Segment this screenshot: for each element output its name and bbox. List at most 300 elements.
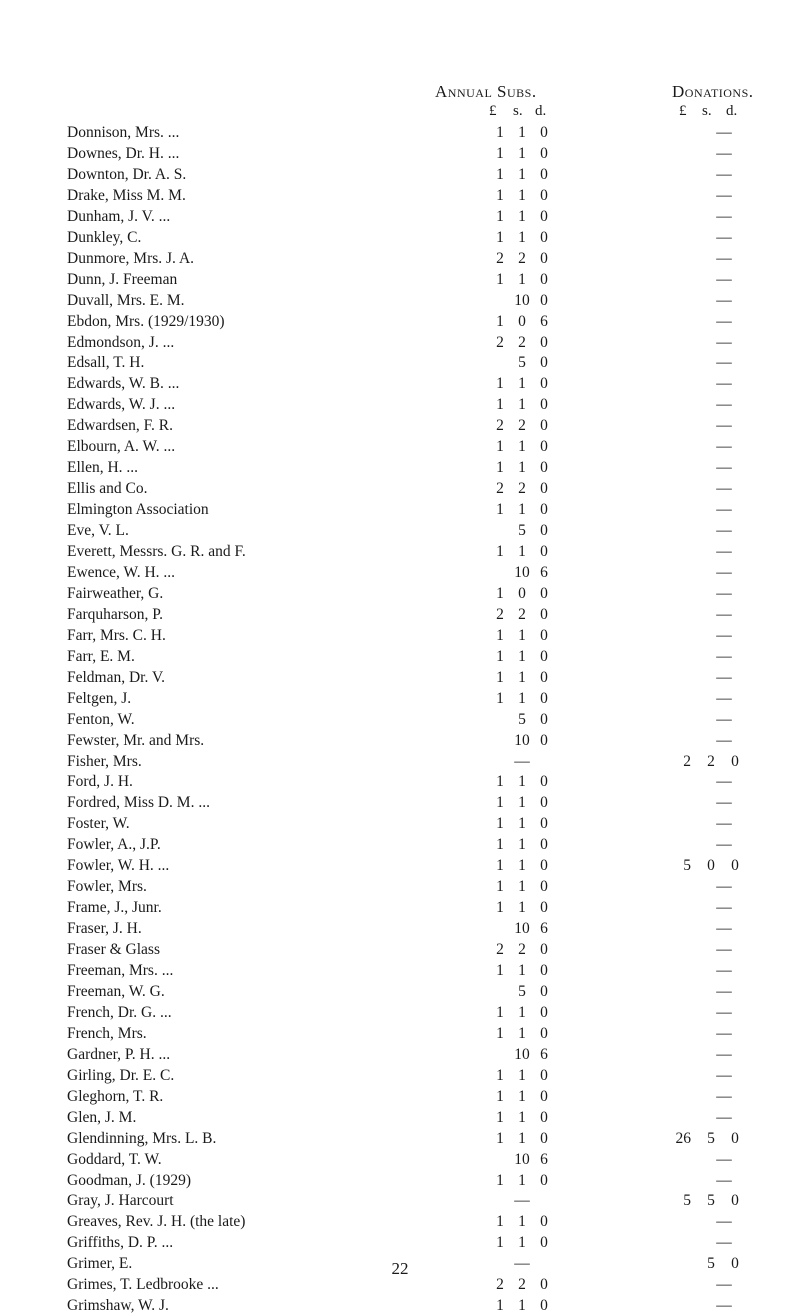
annual-pounds: 2 [496,480,504,498]
entry-name: Glendinning, Mrs. L. B. [67,1129,217,1147]
annual-pounds: 2 [496,941,504,959]
entry-name: Farquharson, P. [67,605,164,623]
page-number: 22 [391,1259,409,1278]
annual-shillings: 2 [518,605,526,623]
annual-pounds: 1 [496,124,504,141]
donation-dash: — [716,626,732,644]
table-row [0,373,800,394]
annual-pence: 6 [540,1150,548,1168]
annual-pence: 0 [540,794,548,812]
annual-shillings: 10 [514,1045,530,1063]
entry-name: Fraser, J. H. [67,920,142,938]
annual-pounds: 1 [496,794,504,812]
annual-shillings: 1 [518,165,526,183]
annual-shillings: 2 [518,1276,526,1294]
donation-dash: — [716,794,732,812]
donation-dash: — [716,668,732,686]
annual-pounds: 1 [496,668,504,686]
table-row [0,709,800,730]
annual-pounds: 1 [496,375,504,393]
table-row [0,1065,800,1086]
annual-pence: 0 [540,1129,548,1147]
table-row [0,730,800,751]
donation-dash: — [716,899,732,917]
donation-pound-unit: £ [679,103,687,119]
donation-dash: — [716,438,732,456]
entry-name: Gray, J. Harcourt [67,1192,174,1210]
donation-pence: 0 [731,1255,739,1273]
annual-dash: — [514,1255,530,1273]
annual-shillings: 5 [518,354,526,372]
table-row [0,1232,800,1253]
donation-dash: — [716,773,732,791]
annual-shillings: 10 [514,291,530,309]
donation-dash: — [716,920,732,938]
annual-shillings: 1 [518,1024,526,1042]
annual-pence: 0 [540,647,548,665]
annual-pounds: 1 [496,1087,504,1105]
entry-name: Griffiths, D. P. ... [67,1234,174,1252]
annual-pence: 0 [540,354,548,372]
entry-name: Goodman, J. (1929) [67,1171,191,1189]
table-row [0,604,800,625]
donation-dash: — [716,815,732,833]
table-row [0,751,800,772]
annual-pounds: 1 [496,647,504,665]
annual-pence: 0 [540,459,548,477]
entry-name: Girling, Dr. E. C. [67,1066,175,1084]
donation-dash: — [716,1297,732,1315]
entry-name: French, Dr. G. ... [67,1003,172,1021]
annual-shilling-unit: s. [513,103,523,119]
annual-pence: 0 [540,522,548,540]
annual-pence: 0 [540,668,548,686]
annual-pence: 0 [540,857,548,875]
donation-dash: — [716,1003,732,1021]
annual-pence: 6 [540,563,548,581]
annual-shillings: 1 [518,1213,526,1231]
annual-pounds: 1 [496,878,504,896]
table-row [0,1002,800,1023]
table-row [0,185,800,206]
annual-shillings: 1 [518,270,526,288]
donation-pence-unit: d. [726,103,738,119]
entry-name: Fairweather, G. [67,584,164,602]
entry-name: Elbourn, A. W. ... [67,438,176,456]
entry-name: Eve, V. L. [67,522,129,540]
table-row [0,1086,800,1107]
donation-dash: — [716,1276,732,1294]
entry-name: Duvall, Mrs. E. M. [67,291,185,309]
table-row [0,457,800,478]
table-row [0,939,800,960]
annual-pence: 0 [540,1003,548,1021]
donation-dash: — [716,731,732,749]
annual-pounds: 1 [496,773,504,791]
annual-pence: 0 [540,375,548,393]
annual-pence: 0 [540,1087,548,1105]
annual-shillings: 2 [518,333,526,351]
annual-shillings: 1 [518,857,526,875]
donation-dash: — [716,375,732,393]
donation-shillings: 2 [707,752,715,770]
annual-shillings: 2 [518,941,526,959]
table-row [0,122,800,143]
table-row [0,541,800,562]
entry-name: Ford, J. H. [67,773,133,791]
table-row [0,143,800,164]
entry-name: Ebdon, Mrs. (1929/1930) [67,312,225,330]
entry-name: Downton, Dr. A. S. [67,165,187,183]
annual-shillings: 1 [518,375,526,393]
annual-pence: 0 [540,941,548,959]
annual-shillings: 1 [518,186,526,204]
annual-pound-unit: £ [489,103,497,119]
table-row [0,1023,800,1044]
annual-pence: 0 [540,417,548,435]
annual-pence: 0 [540,710,548,728]
table-row [0,960,800,981]
donation-dash: — [716,1108,732,1126]
table-row [0,1190,800,1211]
annual-shillings: 10 [514,1150,530,1168]
entry-name: French, Mrs. [67,1024,147,1042]
table-row [0,562,800,583]
annual-pounds: 1 [496,543,504,560]
annual-shillings: 1 [518,124,526,141]
entry-name: Everett, Messrs. G. R. and F. [67,543,246,560]
annual-pence: 0 [540,962,548,979]
table-row [0,499,800,520]
donation-dash: — [716,312,732,330]
annual-pounds: 1 [496,836,504,854]
donation-dash: — [716,689,732,707]
donation-dash: — [716,459,732,477]
entry-name: Gardner, P. H. ... [67,1045,171,1063]
donation-pounds: 26 [675,1129,691,1147]
entry-name: Freeman, W. G. [67,982,165,1000]
table-row [0,394,800,415]
annual-pence: 0 [540,501,548,519]
annual-pounds: 1 [496,815,504,833]
entry-name: Edmondson, J. ... [67,333,175,351]
annual-pence: 0 [540,626,548,644]
annual-shillings: 1 [518,815,526,833]
annual-shillings: 1 [518,1066,526,1084]
annual-pounds: 1 [496,584,504,602]
annual-shillings: 1 [518,396,526,414]
entry-name: Edwards, W. B. ... [67,375,180,393]
entry-name: Fowler, Mrs. [67,878,147,896]
table-row [0,1295,800,1316]
annual-shillings: 1 [518,1234,526,1252]
annual-pence: 0 [540,291,548,309]
annual-shillings: 0 [518,584,526,602]
donation-pounds: 2 [683,752,691,770]
donation-pounds: 5 [683,1192,691,1210]
donation-dash: — [716,878,732,896]
table-row [0,332,800,353]
annual-pence: 0 [540,396,548,414]
annual-shillings: 1 [518,878,526,896]
table-row [0,227,800,248]
annual-shillings: 2 [518,249,526,267]
annual-shillings: 1 [518,668,526,686]
donation-dash: — [716,962,732,979]
entry-name: Fewster, Mr. and Mrs. [67,731,205,749]
table-row [0,164,800,185]
annual-shillings: 1 [518,501,526,519]
table-row [0,206,800,227]
donation-dash: — [716,396,732,414]
donation-dash: — [716,1234,732,1252]
annual-pence: 0 [540,584,548,602]
table-row [0,834,800,855]
annual-pence: 0 [540,124,548,141]
annual-pounds: 1 [496,396,504,414]
annual-pounds: 1 [496,207,504,225]
annual-shillings: 1 [518,647,526,665]
donation-shillings: 5 [707,1192,715,1210]
annual-pounds: 1 [496,1024,504,1042]
annual-pence: 0 [540,815,548,833]
donation-pence: 0 [731,1129,739,1147]
donation-dash: — [716,1213,732,1231]
table-row [0,290,800,311]
donation-dash: — [716,165,732,183]
annual-pence: 0 [540,480,548,498]
annual-shillings: 1 [518,1087,526,1105]
annual-shillings: 1 [518,543,526,560]
donation-shilling-unit: s. [702,103,712,119]
entry-name: Greaves, Rev. J. H. (the late) [67,1213,246,1231]
annual-shillings: 5 [518,710,526,728]
annual-pence: 0 [540,836,548,854]
annual-pounds: 1 [496,270,504,288]
donation-dash: — [716,941,732,959]
annual-pounds: 2 [496,1276,504,1294]
table-row [0,897,800,918]
donation-dash: — [716,982,732,1000]
annual-shillings: 1 [518,1171,526,1189]
entry-name: Dunkley, C. [67,228,142,246]
donation-dash: — [716,584,732,602]
annual-shillings: 1 [518,899,526,917]
annual-shillings: 1 [518,459,526,477]
annual-pence: 0 [540,165,548,183]
annual-pence: 0 [540,773,548,791]
entry-name: Fowler, W. H. ... [67,857,170,875]
donation-dash: — [716,354,732,372]
annual-pence: 0 [540,731,548,749]
entry-name: Freeman, Mrs. ... [67,962,174,979]
donation-dash: — [716,144,732,162]
entry-name: Farr, E. M. [67,647,135,665]
annual-pence: 0 [540,982,548,1000]
annual-pence: 0 [540,543,548,560]
annual-shillings: 5 [518,982,526,1000]
entry-name: Downes, Dr. H. ... [67,144,180,162]
donation-dash: — [716,207,732,225]
table-row [0,478,800,499]
entry-name: Grimshaw, W. J. [67,1297,169,1315]
annual-pence: 0 [540,878,548,896]
annual-shillings: 1 [518,438,526,456]
annual-pence: 6 [540,312,548,330]
entry-name: Donnison, Mrs. ... [67,124,180,141]
donation-dash: — [716,1150,732,1168]
annual-pence: 0 [540,899,548,917]
entry-name: Drake, Miss M. M. [67,186,186,204]
annual-pounds: 1 [496,1066,504,1084]
annual-shillings: 1 [518,1108,526,1126]
donation-pence: 0 [731,752,739,770]
entry-name: Dunn, J. Freeman [67,270,178,288]
annual-pounds: 1 [496,438,504,456]
annual-pounds: 1 [496,689,504,707]
annual-pounds: 1 [496,1213,504,1231]
table-row [0,646,800,667]
annual-pounds: 1 [496,857,504,875]
entry-name: Edsall, T. H. [67,354,145,372]
entry-name: Grimes, T. Ledbrooke ... [67,1276,219,1294]
entry-name: Feltgen, J. [67,689,132,707]
donation-dash: — [716,522,732,540]
annual-dash: — [514,1192,530,1210]
annual-shillings: 1 [518,689,526,707]
annual-pence: 0 [540,207,548,225]
donation-dash: — [716,836,732,854]
annual-pounds: 1 [496,186,504,204]
annual-pounds: 1 [496,962,504,979]
annual-shillings: 1 [518,962,526,979]
table-row [0,855,800,876]
annual-pounds: 2 [496,417,504,435]
donation-shillings: 5 [707,1255,715,1273]
donation-dash: — [716,1066,732,1084]
annual-pence: 0 [540,1276,548,1294]
entry-name: Fowler, A., J.P. [67,836,161,854]
entry-name: Farr, Mrs. C. H. [67,626,166,644]
annual-pounds: 1 [496,1108,504,1126]
donation-dash: — [716,563,732,581]
annual-pounds: 1 [496,228,504,246]
entry-name: Frame, J., Junr. [67,899,162,917]
annual-shillings: 1 [518,626,526,644]
annual-shillings: 1 [518,1003,526,1021]
entry-name: Dunmore, Mrs. J. A. [67,249,195,267]
donation-dash: — [716,291,732,309]
table-row [0,1211,800,1232]
annual-pence: 0 [540,186,548,204]
entry-name: Edwardsen, F. R. [67,417,173,435]
table-row [0,415,800,436]
annual-shillings: 10 [514,563,530,581]
table-row [0,1149,800,1170]
table-row [0,311,800,332]
annual-pounds: 1 [496,165,504,183]
annual-shillings: 10 [514,920,530,938]
entry-name: Ewence, W. H. ... [67,563,176,581]
donation-dash: — [716,333,732,351]
donation-dash: — [716,417,732,435]
donation-shillings: 5 [707,1129,715,1147]
annual-pounds: 1 [496,1234,504,1252]
annual-subs-header: Annual Subs. [435,82,537,101]
table-row [0,771,800,792]
annual-pence: 0 [540,1171,548,1189]
annual-pence: 0 [540,1066,548,1084]
table-row [0,1128,800,1149]
entry-name: Fisher, Mrs. [67,752,142,770]
entry-name: Fordred, Miss D. M. ... [67,794,210,812]
entry-name: Goddard, T. W. [67,1150,162,1168]
entry-name: Ellis and Co. [67,480,148,498]
donation-dash: — [716,1045,732,1063]
annual-shillings: 1 [518,1297,526,1315]
table-row [0,625,800,646]
annual-pence: 0 [540,1297,548,1315]
entry-name: Ellen, H. ... [67,459,139,477]
annual-shillings: 1 [518,794,526,812]
donations-header: Donations. [672,82,754,101]
donation-dash: — [716,1024,732,1042]
annual-pence: 0 [540,333,548,351]
annual-pence: 0 [540,270,548,288]
table-row [0,813,800,834]
annual-pence: 0 [540,1213,548,1231]
annual-pence: 0 [540,689,548,707]
entry-name: Elmington Association [67,501,209,519]
annual-pounds: 1 [496,1171,504,1189]
annual-pence: 0 [540,1024,548,1042]
donation-dash: — [716,480,732,498]
annual-pence: 0 [540,228,548,246]
entry-name: Grimer, E. [67,1255,133,1273]
entry-name: Foster, W. [67,815,130,833]
annual-pounds: 2 [496,249,504,267]
annual-pounds: 1 [496,312,504,330]
annual-pounds: 2 [496,333,504,351]
annual-pounds: 1 [496,1297,504,1315]
table-row [0,583,800,604]
entry-name: Glen, J. M. [67,1108,137,1126]
annual-dash: — [514,752,530,770]
donation-dash: — [716,710,732,728]
entry-name: Fraser & Glass [67,941,160,959]
entry-name: Gleghorn, T. R. [67,1087,164,1105]
table-row [0,876,800,897]
donation-dash: — [716,1087,732,1105]
annual-pence-unit: d. [535,103,547,119]
table-row [0,1107,800,1128]
table-row [0,436,800,457]
annual-shillings: 1 [518,773,526,791]
annual-pence: 0 [540,1234,548,1252]
annual-pence: 6 [540,1045,548,1063]
annual-pounds: 1 [496,144,504,162]
annual-shillings: 1 [518,836,526,854]
donation-dash: — [716,186,732,204]
annual-pounds: 1 [496,459,504,477]
entry-name: Dunham, J. V. ... [67,207,171,225]
table-row [0,981,800,1002]
donation-dash: — [716,647,732,665]
table-row [0,688,800,709]
donation-pence: 0 [731,857,739,875]
annual-shillings: 2 [518,417,526,435]
annual-shillings: 2 [518,480,526,498]
